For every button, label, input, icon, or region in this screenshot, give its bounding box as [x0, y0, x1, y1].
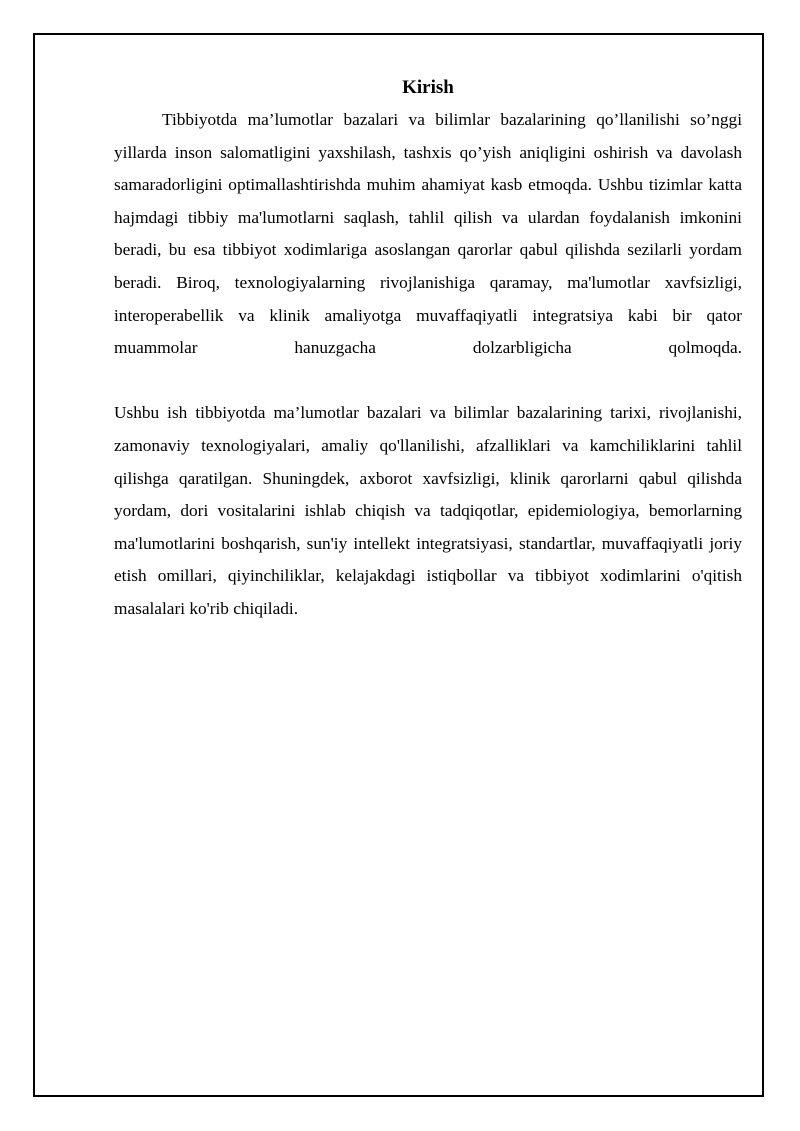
document-title: Kirish	[402, 77, 454, 98]
paragraph-intro: Tibbiyotda ma’lumotlar bazalari va bilimlar bazalarining qo’llanilishi so’nggi yillarda inson salomatligini yaxshilash, tashxis qo’yish aniqligini oshirish va davolash samaradorligini optimallashtirishda muhim ahamiyat kasb etmoqda. Ushbu tizimlar katta hajmdagi tibbiy ma'lumotlarni saqlash, tahlil qilish va ulardan foydalanish imkonini beradi, bu esa tibbiyot xodimlariga asoslangan qarorlar qabul qilishda sezilarli yordam beradi. Biroq, texnologiyalarning rivojlanishiga qaramay, ma'lumotlar xavfsizligi, interoperabellik va klinik amaliyotga muvaffaqiyatli integratsiya kabi bir qator muammolar hanuzgacha dolzarbligicha qolmoqda.	[114, 110, 742, 358]
document-body	[114, 74, 742, 626]
paragraph-spacer	[114, 365, 742, 398]
paragraph-scope: Ushbu ish tibbiyotda ma’lumotlar bazalari va bilimlar bazalarining tarixi, rivojlanishi, zamonaviy texnologiyalari, amaliy qo'llanilishi, afzalliklari va kamchiliklarini tahlil qilishga qaratilgan. Shuningdek, axborot xavfsizligi, klinik qarorlarni qabul qilishda yordam, dori vositalarini ishlab chiqish va tadqiqotlar, epidemiologiya, bemorlarning ma'lumotlarini boshqarish, sun'iy intellekt integratsiyasi, standartlar, muvaffaqiyatli joriy etish omillari, qiyinchiliklar, kelajakdagi istiqbollar va tibbiyot xodimlarini o'qitish masalalari ko'rib chiqiladi.	[114, 403, 742, 618]
